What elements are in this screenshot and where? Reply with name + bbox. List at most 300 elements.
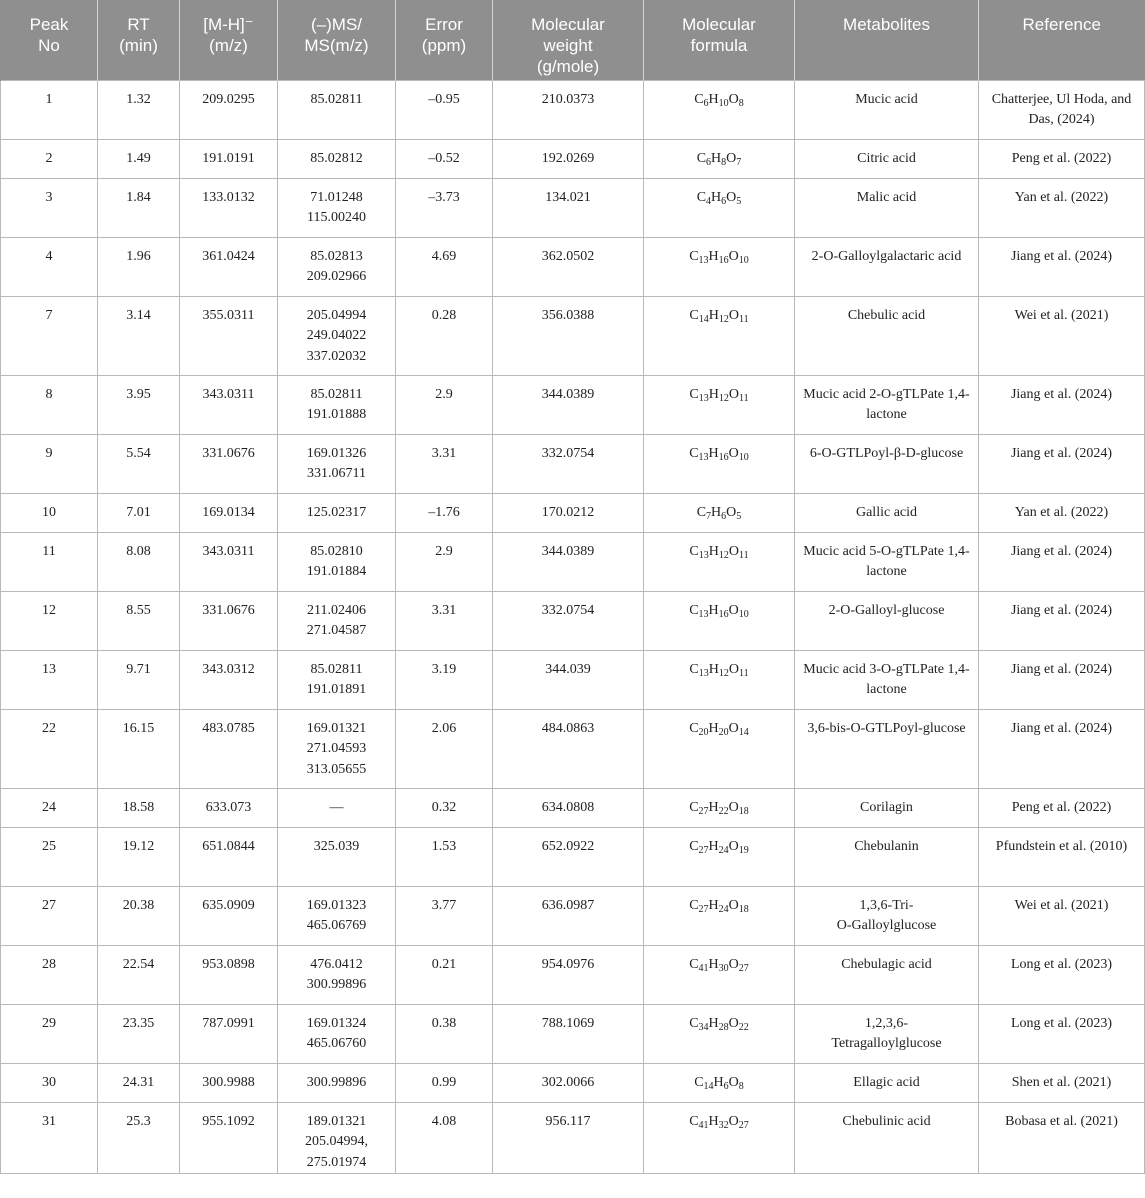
molecular-formula-cell: [644, 709, 795, 788]
molecular-formula-cell: [644, 827, 795, 886]
formula-count: 24: [718, 844, 729, 856]
formula-count: 22: [718, 805, 729, 817]
header-molecular-formula: Molecular formula: [644, 0, 795, 80]
mh-cell: 635.0909: [180, 886, 278, 945]
formula-element: H: [708, 720, 719, 736]
formula-count: 41: [698, 1119, 709, 1131]
msms-cell: 211.02406 271.04587: [278, 591, 396, 650]
peak-cell: 31: [1, 1102, 98, 1174]
formula-element: O: [728, 248, 739, 264]
error-cell: 0.21: [396, 945, 493, 1004]
formula-count: 16: [718, 451, 729, 463]
formula-count: 6: [721, 510, 727, 522]
molecular-weight-cell: 356.0388: [493, 296, 644, 375]
reference-cell: Peng et al. (2022): [979, 139, 1145, 178]
molecular-weight-cell: 362.0502: [493, 237, 644, 296]
formula-count: 6: [721, 195, 727, 207]
header-metabolites: Metabolites: [795, 0, 979, 80]
rt-cell: 19.12: [98, 827, 180, 886]
error-cell: –0.95: [396, 80, 493, 139]
table-row: [1, 788, 1145, 827]
molecular-formula-cell: [644, 80, 795, 139]
header-row: [1, 0, 1145, 80]
formula-count: 13: [698, 451, 709, 463]
msms-cell: 125.02317: [278, 493, 396, 532]
molecular-formula-cell: [644, 532, 795, 591]
formula-element: C: [689, 602, 699, 618]
formula-count: 18: [738, 805, 749, 817]
molecular-weight-cell: 954.0976: [493, 945, 644, 1004]
reference-cell: Jiang et al. (2024): [979, 709, 1145, 788]
formula-element: O: [726, 504, 737, 520]
mh-cell: 343.0312: [180, 650, 278, 709]
formula-count: 27: [698, 844, 709, 856]
formula-element: H: [708, 543, 719, 559]
formula-element: O: [728, 956, 739, 972]
formula-count: 32: [718, 1119, 729, 1131]
formula-count: 27: [698, 805, 709, 817]
molecular-formula-cell: [644, 886, 795, 945]
error-cell: 0.38: [396, 1004, 493, 1063]
mh-cell: 343.0311: [180, 375, 278, 434]
peak-cell: 4: [1, 237, 98, 296]
formula-count: 13: [698, 392, 709, 404]
formula-count: 8: [738, 97, 744, 109]
formula-count: 6: [703, 97, 709, 109]
mh-cell: 169.0134: [180, 493, 278, 532]
rt-cell: 25.3: [98, 1102, 180, 1174]
metabolite-cell: Chebulagic acid: [795, 945, 979, 1004]
molecular-formula-cell: [644, 788, 795, 827]
table-row: [1, 296, 1145, 375]
molecular-formula-cell: [644, 650, 795, 709]
mh-cell: 483.0785: [180, 709, 278, 788]
table-row: [1, 886, 1145, 945]
molecular-weight-cell: 484.0863: [493, 709, 644, 788]
formula-element: H: [708, 602, 719, 618]
peak-cell: 29: [1, 1004, 98, 1063]
formula-element: C: [696, 150, 707, 166]
msms-cell: —: [278, 788, 396, 827]
formula-element: O: [728, 1015, 739, 1031]
peak-cell: 9: [1, 434, 98, 493]
table-row: [1, 375, 1145, 434]
reference-cell: Yan et al. (2022): [979, 493, 1145, 532]
formula-count: 13: [698, 608, 709, 620]
peak-cell: 27: [1, 886, 98, 945]
formula-element: C: [689, 543, 699, 559]
formula-element: H: [711, 189, 722, 205]
formula-element: H: [708, 799, 719, 815]
molecular-formula-cell: [644, 375, 795, 434]
peak-cell: 8: [1, 375, 98, 434]
formula-count: 20: [718, 726, 729, 738]
msms-cell: 85.02810 191.01884: [278, 532, 396, 591]
formula-count: 14: [703, 1080, 714, 1092]
formula-element: H: [708, 1113, 719, 1129]
msms-cell: 85.02811: [278, 80, 396, 139]
molecular-weight-cell: 634.0808: [493, 788, 644, 827]
molecular-formula-cell: [644, 237, 795, 296]
reference-cell: Pfundstein et al. (2010): [979, 827, 1145, 886]
metabolite-cell: Citric acid: [795, 139, 979, 178]
table-row: [1, 1004, 1145, 1063]
formula-element: C: [689, 248, 699, 264]
reference-cell: Long et al. (2023): [979, 945, 1145, 1004]
peak-cell: 12: [1, 591, 98, 650]
metabolite-cell: 2-O-Galloyl-glucose: [795, 591, 979, 650]
table-row: [1, 591, 1145, 650]
formula-element: C: [689, 386, 699, 402]
formula-count: 6: [723, 1080, 729, 1092]
formula-count: 30: [718, 962, 729, 974]
table-row: [1, 434, 1145, 493]
metabolite-cell: Chebulinic acid: [795, 1102, 979, 1174]
rt-cell: 1.84: [98, 178, 180, 237]
error-cell: 4.69: [396, 237, 493, 296]
table-row: [1, 650, 1145, 709]
error-cell: 2.06: [396, 709, 493, 788]
formula-count: 8: [738, 1080, 744, 1092]
msms-cell: 325.039: [278, 827, 396, 886]
metabolite-cell: Malic acid: [795, 178, 979, 237]
rt-cell: 1.32: [98, 80, 180, 139]
reference-cell: Wei et al. (2021): [979, 886, 1145, 945]
formula-count: 5: [736, 195, 742, 207]
reference-cell: Wei et al. (2021): [979, 296, 1145, 375]
metabolite-cell: Mucic acid: [795, 80, 979, 139]
formula-count: 19: [738, 844, 749, 856]
formula-count: 13: [698, 549, 709, 561]
header-molecular-weight: Molecular weight (g/mole): [493, 0, 644, 80]
molecular-formula-cell: [644, 493, 795, 532]
molecular-formula-cell: [644, 1102, 795, 1174]
error-cell: 3.77: [396, 886, 493, 945]
rt-cell: 1.49: [98, 139, 180, 178]
formula-count: 4: [706, 195, 712, 207]
formula-element: C: [689, 956, 699, 972]
peak-cell: 25: [1, 827, 98, 886]
rt-cell: 23.35: [98, 1004, 180, 1063]
peak-cell: 24: [1, 788, 98, 827]
molecular-weight-cell: 302.0066: [493, 1063, 644, 1102]
msms-cell: 189.01321 205.04994, 275.01974: [278, 1102, 396, 1174]
rt-cell: 20.38: [98, 886, 180, 945]
msms-cell: 300.99896: [278, 1063, 396, 1102]
msms-cell: 169.01324 465.06760: [278, 1004, 396, 1063]
molecular-formula-cell: [644, 591, 795, 650]
reference-cell: Bobasa et al. (2021): [979, 1102, 1145, 1174]
metabolite-cell: 1,3,6-Tri- O-Galloylglucose: [795, 886, 979, 945]
msms-cell: 205.04994 249.04022 337.02032: [278, 296, 396, 375]
reference-cell: Jiang et al. (2024): [979, 434, 1145, 493]
formula-count: 27: [738, 962, 749, 974]
formula-element: O: [728, 799, 739, 815]
header-rt: RT (min): [98, 0, 180, 80]
formula-count: 8: [721, 156, 727, 168]
mh-cell: 133.0132: [180, 178, 278, 237]
error-cell: 2.9: [396, 532, 493, 591]
rt-cell: 3.14: [98, 296, 180, 375]
table-row: [1, 945, 1145, 1004]
molecular-weight-cell: 956.117: [493, 1102, 644, 1174]
mh-cell: 209.0295: [180, 80, 278, 139]
molecular-weight-cell: 192.0269: [493, 139, 644, 178]
formula-element: C: [694, 1074, 704, 1090]
peak-cell: 30: [1, 1063, 98, 1102]
molecular-weight-cell: 332.0754: [493, 591, 644, 650]
formula-count: 10: [718, 97, 729, 109]
formula-element: C: [694, 91, 704, 107]
formula-element: H: [708, 661, 719, 677]
formula-count: 12: [718, 549, 729, 561]
molecular-weight-cell: 788.1069: [493, 1004, 644, 1063]
formula-element: H: [708, 91, 719, 107]
formula-element: C: [689, 799, 699, 815]
formula-element: O: [726, 150, 737, 166]
formula-count: 13: [698, 254, 709, 266]
table-row: [1, 493, 1145, 532]
formula-element: C: [689, 838, 699, 854]
reference-cell: Jiang et al. (2024): [979, 532, 1145, 591]
msms-cell: 85.02813 209.02966: [278, 237, 396, 296]
formula-count: 11: [738, 667, 749, 679]
error-cell: –1.76: [396, 493, 493, 532]
metabolite-cell: Gallic acid: [795, 493, 979, 532]
formula-element: C: [696, 189, 707, 205]
reference-cell: Jiang et al. (2024): [979, 650, 1145, 709]
msms-cell: 169.01323 465.06769: [278, 886, 396, 945]
formula-count: 10: [738, 451, 749, 463]
formula-count: 13: [698, 667, 709, 679]
mh-cell: 331.0676: [180, 434, 278, 493]
molecular-formula-cell: [644, 178, 795, 237]
molecular-weight-cell: 344.0389: [493, 532, 644, 591]
metabolite-cell: 2-O-Galloylgalactaric acid: [795, 237, 979, 296]
error-cell: –3.73: [396, 178, 493, 237]
peak-cell: 13: [1, 650, 98, 709]
header-reference: Reference: [979, 0, 1145, 80]
formula-element: H: [708, 1015, 719, 1031]
error-cell: 2.9: [396, 375, 493, 434]
error-cell: 0.28: [396, 296, 493, 375]
formula-element: O: [728, 307, 739, 323]
formula-element: H: [708, 307, 719, 323]
rt-cell: 5.54: [98, 434, 180, 493]
mh-cell: 633.073: [180, 788, 278, 827]
formula-element: O: [726, 189, 737, 205]
mh-cell: 651.0844: [180, 827, 278, 886]
formula-count: 18: [738, 903, 749, 915]
metabolite-cell: Chebulanin: [795, 827, 979, 886]
reference-cell: Chatterjee, Ul Hoda, and Das, (2024): [979, 80, 1145, 139]
table-row: [1, 237, 1145, 296]
table-row: [1, 532, 1145, 591]
table-row: [1, 1102, 1145, 1174]
formula-element: O: [728, 386, 739, 402]
formula-count: 27: [738, 1119, 749, 1131]
formula-count: 28: [718, 1021, 729, 1033]
formula-element: H: [708, 386, 719, 402]
error-cell: –0.52: [396, 139, 493, 178]
formula-count: 34: [698, 1021, 709, 1033]
table-body: [1, 80, 1145, 1174]
formula-count: 24: [718, 903, 729, 915]
molecular-formula-cell: [644, 139, 795, 178]
formula-element: O: [728, 602, 739, 618]
mh-cell: 953.0898: [180, 945, 278, 1004]
reference-cell: Yan et al. (2022): [979, 178, 1145, 237]
formula-count: 5: [736, 510, 742, 522]
molecular-formula-cell: [644, 1063, 795, 1102]
formula-element: C: [689, 445, 699, 461]
metabolite-cell: Corilagin: [795, 788, 979, 827]
rt-cell: 3.95: [98, 375, 180, 434]
molecular-formula-cell: [644, 1004, 795, 1063]
formula-element: O: [728, 661, 739, 677]
peak-cell: 3: [1, 178, 98, 237]
peak-cell: 2: [1, 139, 98, 178]
molecular-weight-cell: 344.039: [493, 650, 644, 709]
mh-cell: 343.0311: [180, 532, 278, 591]
metabolite-cell: Chebulic acid: [795, 296, 979, 375]
reference-cell: Long et al. (2023): [979, 1004, 1145, 1063]
msms-cell: 476.0412 300.99896: [278, 945, 396, 1004]
mh-cell: 331.0676: [180, 591, 278, 650]
metabolite-cell: Mucic acid 2-O-gTLPate 1,4-lactone: [795, 375, 979, 434]
formula-element: C: [689, 661, 699, 677]
formula-count: 7: [736, 156, 742, 168]
formula-element: H: [711, 504, 722, 520]
metabolite-cell: Mucic acid 5-O-gTLPate 1,4-lactone: [795, 532, 979, 591]
formula-count: 27: [698, 903, 709, 915]
formula-element: C: [689, 1015, 699, 1031]
msms-cell: 85.02812: [278, 139, 396, 178]
header-m-h: [M-H]⁻ (m/z): [180, 0, 278, 80]
formula-element: C: [689, 1113, 699, 1129]
mh-cell: 361.0424: [180, 237, 278, 296]
peak-cell: 10: [1, 493, 98, 532]
formula-count: 7: [706, 510, 712, 522]
molecular-weight-cell: 134.021: [493, 178, 644, 237]
rt-cell: 18.58: [98, 788, 180, 827]
molecular-weight-cell: 636.0987: [493, 886, 644, 945]
formula-element: H: [708, 897, 719, 913]
header-peak-no: Peak No: [1, 0, 98, 80]
formula-element: H: [708, 956, 719, 972]
formula-count: 20: [698, 726, 709, 738]
peak-cell: 7: [1, 296, 98, 375]
formula-count: 11: [738, 549, 749, 561]
formula-element: O: [728, 543, 739, 559]
metabolite-cell: 1,2,3,6- Tetragalloylglucose: [795, 1004, 979, 1063]
molecular-formula-cell: [644, 434, 795, 493]
peak-cell: 1: [1, 80, 98, 139]
formula-count: 12: [718, 392, 729, 404]
formula-element: C: [689, 307, 699, 323]
mh-cell: 355.0311: [180, 296, 278, 375]
reference-cell: Shen et al. (2021): [979, 1063, 1145, 1102]
formula-count: 6: [706, 156, 712, 168]
formula-count: 10: [738, 608, 749, 620]
formula-count: 10: [738, 254, 749, 266]
formula-count: 11: [738, 392, 749, 404]
reference-cell: Jiang et al. (2024): [979, 375, 1145, 434]
msms-cell: 85.02811 191.01891: [278, 650, 396, 709]
error-cell: 1.53: [396, 827, 493, 886]
formula-count: 12: [718, 313, 729, 325]
peak-cell: 28: [1, 945, 98, 1004]
molecular-formula-cell: [644, 945, 795, 1004]
formula-element: H: [711, 150, 722, 166]
molecular-formula-cell: [644, 296, 795, 375]
formula-element: C: [689, 720, 699, 736]
rt-cell: 1.96: [98, 237, 180, 296]
rt-cell: 8.08: [98, 532, 180, 591]
error-cell: 3.31: [396, 434, 493, 493]
error-cell: 3.31: [396, 591, 493, 650]
table-row: [1, 1063, 1145, 1102]
table-row: [1, 139, 1145, 178]
rt-cell: 22.54: [98, 945, 180, 1004]
formula-element: O: [728, 1113, 739, 1129]
peak-cell: 22: [1, 709, 98, 788]
table-row: [1, 827, 1145, 886]
mh-cell: 787.0991: [180, 1004, 278, 1063]
formula-element: H: [713, 1074, 724, 1090]
table-row: [1, 709, 1145, 788]
molecular-weight-cell: 344.0389: [493, 375, 644, 434]
table-row: [1, 178, 1145, 237]
table-row: [1, 80, 1145, 139]
rt-cell: 16.15: [98, 709, 180, 788]
reference-cell: Jiang et al. (2024): [979, 237, 1145, 296]
header-msms: (–)MS/ MS(m/z): [278, 0, 396, 80]
rt-cell: 9.71: [98, 650, 180, 709]
reference-cell: Jiang et al. (2024): [979, 591, 1145, 650]
msms-cell: 71.01248 115.00240: [278, 178, 396, 237]
molecular-weight-cell: 210.0373: [493, 80, 644, 139]
formula-element: H: [708, 838, 719, 854]
error-cell: 4.08: [396, 1102, 493, 1174]
error-cell: 0.99: [396, 1063, 493, 1102]
formula-count: 16: [718, 608, 729, 620]
formula-element: O: [728, 445, 739, 461]
formula-element: H: [708, 445, 719, 461]
rt-cell: 24.31: [98, 1063, 180, 1102]
formula-element: O: [728, 1074, 739, 1090]
formula-count: 41: [698, 962, 709, 974]
mh-cell: 955.1092: [180, 1102, 278, 1174]
formula-count: 14: [738, 726, 749, 738]
rt-cell: 7.01: [98, 493, 180, 532]
formula-element: O: [728, 897, 739, 913]
formula-count: 14: [698, 313, 709, 325]
molecular-weight-cell: 332.0754: [493, 434, 644, 493]
header-error: Error (ppm): [396, 0, 493, 80]
msms-cell: 169.01321 271.04593 313.05655: [278, 709, 396, 788]
metabolite-cell: 6-O-GTLPoyl-β-D-glucose: [795, 434, 979, 493]
formula-count: 11: [738, 313, 749, 325]
formula-element: C: [696, 504, 707, 520]
metabolite-cell: Ellagic acid: [795, 1063, 979, 1102]
formula-element: O: [728, 720, 739, 736]
metabolite-cell: Mucic acid 3-O-gTLPate 1,4-lactone: [795, 650, 979, 709]
error-cell: 3.19: [396, 650, 493, 709]
msms-cell: 85.02811 191.01888: [278, 375, 396, 434]
peak-cell: 11: [1, 532, 98, 591]
rt-cell: 8.55: [98, 591, 180, 650]
